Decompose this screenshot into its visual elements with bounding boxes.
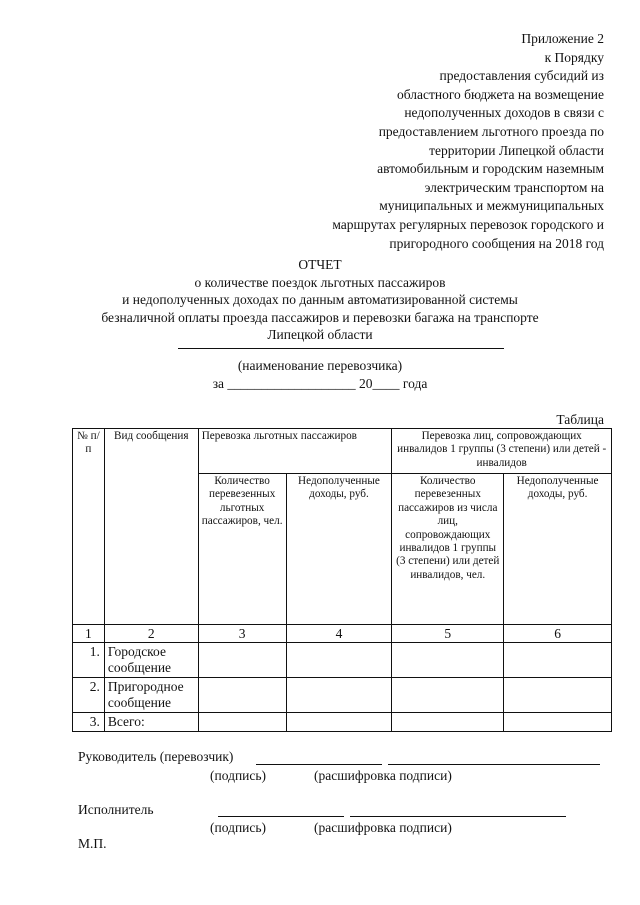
appendix-line: предоставления субсидий из [439,68,604,84]
table-cell [392,678,504,713]
head-decode-line [388,764,600,765]
executor-decode-line [350,816,566,817]
header-type: Вид сообщения [104,429,198,625]
report-title: ОТЧЕТ [298,257,342,272]
column-number: 5 [392,625,504,643]
table-cell [286,713,392,732]
table-cell [504,713,612,732]
column-number: 2 [104,625,198,643]
row-type: Пригородное сообщение [104,678,198,713]
appendix-line: предоставлением льготного проезда по [378,123,604,139]
header-g1-income: Недополученные доходы, руб. [286,474,392,625]
table-cell [198,713,286,732]
column-number: 1 [73,625,105,643]
head-signature-line [256,764,382,765]
header-group1: Перевозка льготных пассажиров [198,429,392,474]
report-subtitle-line: безналичной оплаты проезда пассажиров и перевозки багажа на транспорте [101,309,539,325]
table-cell [286,678,392,713]
appendix-line: областного бюджета на возмещение [396,86,604,102]
executor-decode-caption: (расшифровка подписи) [314,820,452,835]
row-num: 2. [73,678,105,713]
executor-sign-caption: (подпись) [210,820,267,835]
carrier-caption: (наименование перевозчика) [237,358,403,373]
report-subtitle-line: и недополученных доходах по данным автоматизированной системы [122,292,518,308]
table-caption: Таблица [556,412,604,427]
head-sign-caption: (подпись) [210,768,267,783]
table-cell [392,643,504,678]
row-num: 1. [73,643,105,678]
stamp-label: М.П. [78,836,107,851]
header-num: № п/п [73,429,105,625]
appendix-line: Приложение 2 [521,31,604,46]
table-row [73,643,612,678]
carrier-name-line [178,348,504,349]
appendix-line: маршрутах регулярных перевозок городского и [332,216,604,232]
header-g2-income: Недополученные доходы, руб. [504,474,612,625]
column-number: 3 [198,625,286,643]
executor-signature-line [218,816,344,817]
header-g1-count: Количество перевезенных льготных пассажиров, чел. [198,474,286,625]
column-number: 6 [504,625,612,643]
report-period: за ___________________ 20____ года [212,376,428,391]
appendix-line: автомобильным и городским наземным [377,161,604,177]
row-type: Всего: [104,713,198,732]
appendix-block [324,30,604,253]
table-cell [198,678,286,713]
row-type: Городское сообщение [104,643,198,678]
head-signature-label: Руководитель (перевозчик) [78,749,234,764]
header-group2: Перевозка лиц, сопровождающих инвалидов 1 группы (3 степени) или детей - инвалидов [392,429,612,474]
report-subtitle-line: Липецкой области [267,327,373,343]
table-header-row [73,429,612,474]
table-cell [286,643,392,678]
report-title-block [0,256,640,344]
appendix-line: территории Липецкой области [429,142,604,158]
column-number-row [73,625,612,643]
table-row [73,713,612,732]
table-cell [392,713,504,732]
table-cell [504,678,612,713]
appendix-line: к Порядку [544,49,604,65]
table-row [73,678,612,713]
executor-label: Исполнитель [78,802,154,817]
column-number: 4 [286,625,392,643]
appendix-line: пригородного сообщения на 2018 год [389,235,604,251]
table-cell [198,643,286,678]
report-table [72,428,612,732]
table-cell [504,643,612,678]
appendix-line: муниципальных и межмуниципальных [379,198,604,214]
head-decode-caption: (расшифровка подписи) [314,768,452,783]
report-subtitle-line: о количестве поездок льготных пассажиров [194,274,446,290]
appendix-line: недополученных доходов в связи с [404,105,604,121]
appendix-line: электрическим транспортом на [424,179,604,195]
header-g2-count: Количество перевезенных пассажиров из числа лиц, сопровождающих инвалидов 1 группы (3 степени) или детей инвалидов, чел. [392,474,504,625]
row-num: 3. [73,713,105,732]
